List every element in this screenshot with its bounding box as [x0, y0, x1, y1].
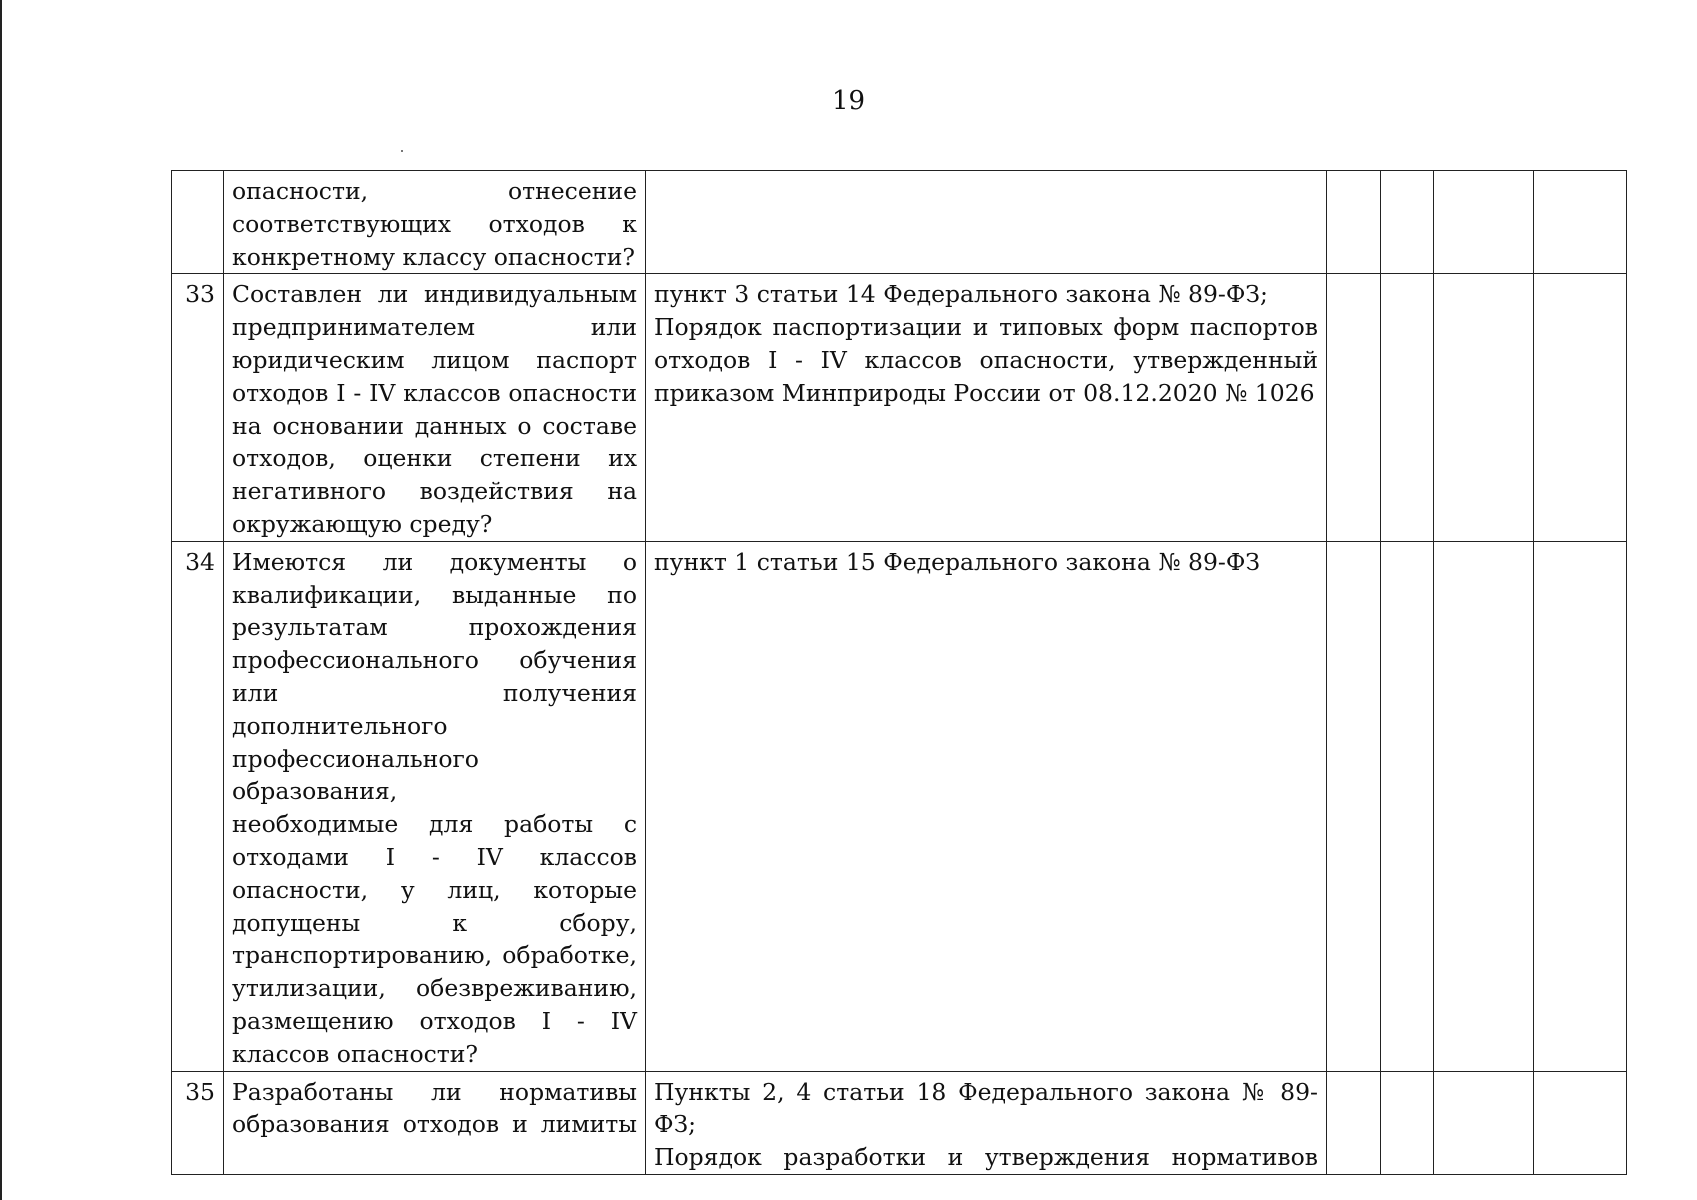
- blank-cell: [1534, 1071, 1627, 1174]
- question-cell: [224, 171, 646, 274]
- question-line: отходов I - IV классов опасности: [232, 378, 637, 407]
- question-line: квалификации, выданные по: [232, 580, 637, 609]
- question-line: негативного воздействия на: [232, 477, 637, 506]
- blank-cell: [1434, 171, 1534, 274]
- checklist-table: [171, 170, 1627, 1175]
- question-line: отходов, оценки степени их: [232, 444, 637, 473]
- question-line: утилизации, обезвреживанию,: [232, 974, 637, 1003]
- table-row: [172, 1071, 1627, 1174]
- reference-cell: [646, 1071, 1327, 1174]
- row-number: 35: [172, 1071, 224, 1174]
- blank-cell: [1327, 171, 1381, 274]
- question-line: результатам прохождения: [232, 613, 637, 642]
- blank-cell: [1534, 541, 1627, 1071]
- question-line: транспортированию, обработке,: [232, 941, 637, 970]
- reference-line: пункт 1 статьи 15 Федерального закона № 89-ФЗ: [654, 547, 1261, 576]
- question-line: профессионального образования,: [232, 744, 479, 806]
- row-number: [172, 171, 224, 274]
- reference-line: Пункты 2, 4 статьи 18 Федерального закона № 89-ФЗ;: [654, 1077, 1318, 1139]
- question-line: Разработаны ли нормативы: [232, 1077, 637, 1106]
- question-line: необходимые для работы с: [232, 810, 637, 839]
- reference-cell: [646, 541, 1327, 1071]
- question-line: юридическим лицом паспорт: [232, 345, 637, 374]
- question-line: окружающую среду?: [232, 509, 493, 538]
- blank-cell: [1381, 171, 1434, 274]
- blank-cell: [1327, 541, 1381, 1071]
- question-cell: [224, 541, 646, 1071]
- blank-cell: [1381, 1071, 1434, 1174]
- blank-cell: [1327, 1071, 1381, 1174]
- blank-cell: [1434, 274, 1534, 541]
- question-line: конкретному классу опасности?: [232, 242, 635, 271]
- question-line: образования отходов и лимиты: [232, 1110, 637, 1139]
- table-row: [172, 541, 1627, 1071]
- question-line: профессионального обучения: [232, 646, 637, 675]
- question-line: опасности, у лиц, которые: [232, 875, 637, 904]
- blank-cell: [1534, 171, 1627, 274]
- question-cell: [224, 274, 646, 541]
- blank-cell: [1381, 541, 1434, 1071]
- reference-line: пункт 3 статьи 14 Федерального закона № 89-ФЗ;: [654, 280, 1268, 309]
- blank-cell: [1534, 274, 1627, 541]
- reference-line: Порядок разработки и утверждения нормативов: [654, 1143, 1318, 1172]
- question-line: допущены к сбору,: [232, 908, 637, 937]
- blank-cell: [1434, 1071, 1534, 1174]
- question-cell: [224, 1071, 646, 1174]
- reference-line: отходов I - IV классов опасности, утвержденный: [654, 345, 1318, 374]
- question-line: отходами I - IV классов: [232, 842, 637, 871]
- blank-cell: [1434, 541, 1534, 1071]
- reference-line: приказом Минприроды России от 08.12.2020 № 1026: [654, 378, 1315, 407]
- question-line: опасности, отнесение: [232, 177, 637, 205]
- question-line: соответствующих отходов к: [232, 209, 637, 238]
- row-number: 33: [172, 274, 224, 541]
- reference-cell: [646, 171, 1327, 274]
- page-number: 19: [831, 86, 866, 116]
- question-line: или получения дополнительного: [232, 678, 637, 740]
- blank-cell: [1381, 274, 1434, 541]
- table-row: [172, 171, 1627, 274]
- table-row: [172, 274, 1627, 541]
- question-line: Имеются ли документы о: [232, 547, 637, 576]
- question-line: на основании данных о составе: [232, 411, 637, 440]
- reference-line: Порядок паспортизации и типовых форм паспортов: [654, 313, 1318, 342]
- row-number: 34: [172, 541, 224, 1071]
- question-line: размещению отходов I - IV: [232, 1006, 637, 1035]
- question-line: Составлен ли индивидуальным: [232, 280, 637, 309]
- scan-speck: [401, 150, 403, 152]
- blank-cell: [1327, 274, 1381, 541]
- question-line: классов опасности?: [232, 1039, 479, 1068]
- scan-left-edge: [0, 0, 2, 1200]
- reference-cell: [646, 274, 1327, 541]
- question-line: предпринимателем или: [232, 313, 637, 342]
